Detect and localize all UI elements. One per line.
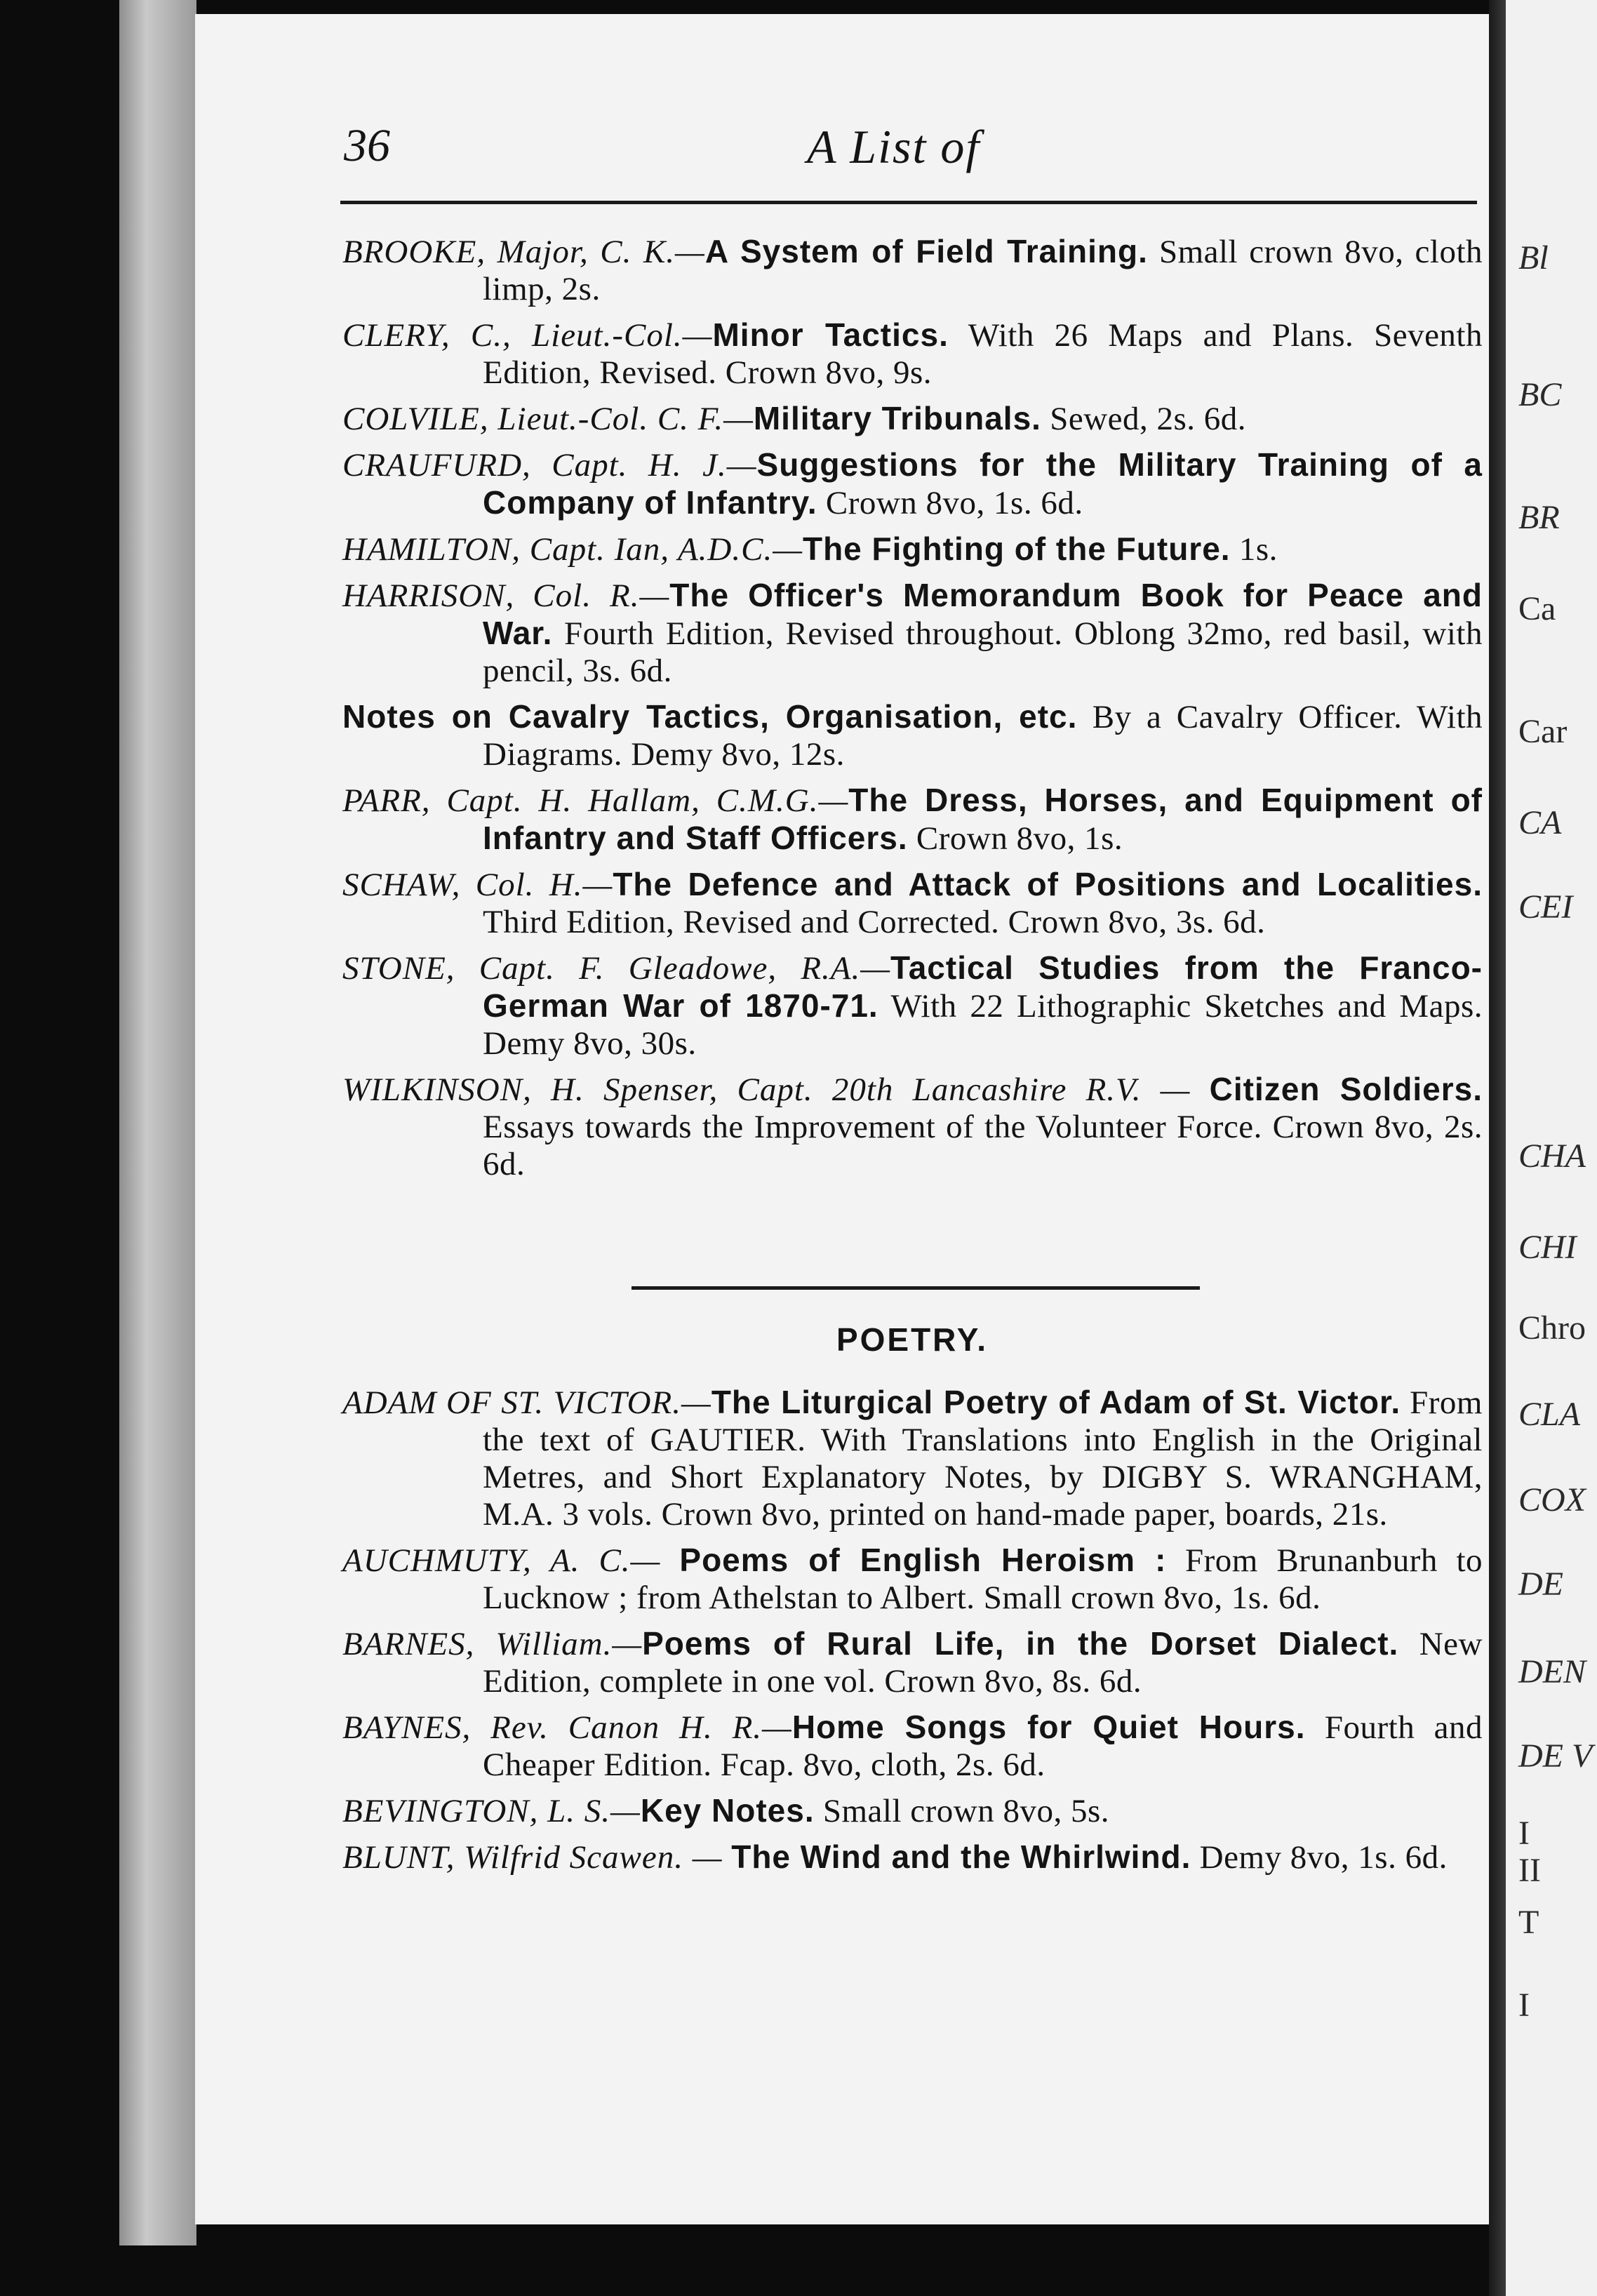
entry-author: BAYNES, Rev. Canon H. R.—	[342, 1709, 792, 1746]
adjacent-page-fragment: CA	[1518, 804, 1562, 841]
entry-author: AUCHMUTY, A. C.—	[342, 1542, 680, 1579]
adjacent-page-fragment: BC	[1518, 376, 1562, 413]
catalog-entry	[342, 782, 1483, 857]
page-number: 36	[344, 120, 390, 171]
entry-description: Crown 8vo, 1s.	[907, 820, 1123, 857]
entry-description: From the text of GAUTIER. With Translations into English in the Original Metres, and Short Explanatory Notes, by DIGBY S. WRANGHAM, M.A. 3 vols. Crown 8vo, printed on hand-made paper, boards, 21s.	[483, 1384, 1483, 1533]
entry-title: The Fighting of the Future.	[802, 530, 1231, 567]
entry-title: Citizen Soldiers.	[1209, 1071, 1483, 1107]
entry-author: PARR, Capt. H. Hallam, C.M.G.—	[342, 782, 849, 819]
entry-author: CLERY, C., Lieut.-Col.—	[342, 317, 713, 354]
entry-title: Notes on Cavalry Tactics, Organisation, etc.	[342, 698, 1078, 735]
adjacent-page-fragment: CLA	[1518, 1396, 1581, 1433]
section-divider	[632, 1286, 1200, 1290]
adjacent-page-fragment: Chro	[1518, 1309, 1586, 1347]
catalog-entry	[342, 530, 1483, 568]
book-spine-edge	[119, 0, 196, 2245]
adjacent-page-fragment: DE	[1518, 1566, 1563, 1603]
catalog-entry	[342, 233, 1483, 308]
catalog-entry	[342, 698, 1483, 773]
catalog-entry	[342, 949, 1483, 1062]
entry-title: Tactical Studies from the Franco-German War of 1870-71.	[483, 949, 1483, 1024]
poetry-section	[342, 1384, 1483, 1885]
entry-description: Crown 8vo, 1s. 6d.	[817, 485, 1083, 521]
book-gutter	[1489, 0, 1506, 2296]
entry-description: Demy 8vo, 1s. 6d.	[1191, 1839, 1448, 1876]
entry-description: With 26 Maps and Plans. Seventh Edition, Revised. Crown 8vo, 9s.	[483, 317, 1483, 391]
entry-description: Fourth and Cheaper Edition. Fcap. 8vo, cloth, 2s. 6d.	[483, 1709, 1483, 1783]
catalog-entry	[342, 446, 1483, 522]
catalog-entry	[342, 400, 1483, 438]
adjacent-page-fragment: CHA	[1518, 1137, 1586, 1175]
entry-author: BLUNT, Wilfrid Scawen. —	[342, 1839, 732, 1876]
entry-author: SCHAW, Col. H.—	[342, 867, 613, 903]
adjacent-page-fragment: I	[1518, 1987, 1530, 2024]
entry-description: 1s.	[1230, 531, 1278, 568]
adjacent-page-fragment: DE V	[1518, 1737, 1593, 1775]
military-section	[342, 233, 1483, 1192]
page-header	[344, 119, 1481, 189]
adjacent-page-fragment: T	[1518, 1904, 1539, 1941]
entry-title: Military Tribunals.	[753, 400, 1041, 436]
entry-title: Key Notes.	[640, 1792, 815, 1829]
running-title: A List of	[807, 120, 981, 173]
entry-description: Fourth Edition, Revised throughout. Oblong 32mo, red basil, with pencil, 3s. 6d.	[483, 615, 1483, 689]
entry-description: Small crown 8vo, 5s.	[814, 1793, 1110, 1829]
entry-description: From Brunanburh to Lucknow ; from Athelstan to Albert. Small crown 8vo, 1s. 6d.	[483, 1542, 1483, 1616]
header-rule	[340, 201, 1477, 204]
entry-title: Home Songs for Quiet Hours.	[791, 1709, 1306, 1745]
adjacent-page-fragment: II	[1518, 1852, 1541, 1889]
entry-title: A System of Field Training.	[704, 233, 1148, 269]
entry-title: Minor Tactics.	[712, 316, 949, 353]
entry-description: Essays towards the Improvement of the Volunteer Force. Crown 8vo, 2s. 6d.	[483, 1109, 1483, 1182]
adjacent-page-fragment: Car	[1518, 713, 1568, 750]
entry-author: STONE, Capt. F. Gleadowe, R.A.—	[342, 950, 891, 987]
entry-description: Third Edition, Revised and Corrected. Crown 8vo, 3s. 6d.	[483, 904, 1266, 940]
entry-title: The Liturgical Poetry of Adam of St. Victor.	[711, 1384, 1401, 1420]
adjacent-page-fragment: Bl	[1518, 239, 1549, 276]
entry-title: Suggestions for the Military Training of a Company of Infantry.	[483, 446, 1483, 521]
entry-author: BARNES, William.—	[342, 1626, 643, 1662]
entry-title: The Defence and Attack of Positions and Localities.	[613, 866, 1483, 902]
adjacent-page-fragment: Ca	[1518, 590, 1556, 627]
adjacent-page-fragment: BR	[1518, 499, 1560, 536]
entry-author: COLVILE, Lieut.-Col. C. F.—	[342, 401, 754, 437]
entry-title: Poems of Rural Life, in the Dorset Dialect.	[642, 1625, 1399, 1662]
entry-title: The Wind and the Whirlwind.	[731, 1838, 1191, 1875]
entry-description: With 22 Lithographic Sketches and Maps. Demy 8vo, 30s.	[483, 988, 1483, 1062]
catalog-entry	[342, 1542, 1483, 1617]
entry-author: CRAUFURD, Capt. H. J.—	[342, 447, 757, 483]
catalog-entry	[342, 1792, 1483, 1830]
catalog-entry	[342, 316, 1483, 392]
catalog-entry	[342, 1071, 1483, 1183]
entry-author: ADAM OF ST. VICTOR.—	[342, 1384, 711, 1421]
adjacent-page-fragment: CEI	[1518, 888, 1573, 926]
section-heading: POETRY.	[836, 1321, 989, 1358]
entry-title: The Dress, Horses, and Equipment of Infantry and Staff Officers.	[483, 782, 1483, 856]
entry-description: Small crown 8vo, cloth limp, 2s.	[483, 234, 1483, 307]
entry-title: Poems of English Heroism :	[679, 1542, 1167, 1578]
catalog-entry	[342, 1838, 1483, 1876]
entry-author: BROOKE, Major, C. K.—	[342, 234, 705, 270]
catalog-entry	[342, 1384, 1483, 1533]
adjacent-page-fragment: DEN	[1518, 1653, 1586, 1690]
catalog-entry	[342, 1709, 1483, 1784]
entry-description: New Edition, complete in one vol. Crown 8vo, 8s. 6d.	[483, 1626, 1483, 1700]
entry-author: HARRISON, Col. R.—	[342, 578, 670, 614]
adjacent-page-edge	[1506, 0, 1597, 2296]
entry-author: HAMILTON, Capt. Ian, A.D.C.—	[342, 531, 803, 568]
entry-author: WILKINSON, H. Spenser, Capt. 20th Lancashire R.V. —	[342, 1072, 1210, 1108]
entry-title: The Officer's Memorandum Book for Peace and War.	[483, 577, 1483, 651]
entry-author: BEVINGTON, L. S.—	[342, 1793, 641, 1829]
catalog-entry	[342, 866, 1483, 941]
catalog-entry	[342, 1625, 1483, 1700]
catalog-entry	[342, 577, 1483, 690]
adjacent-page-fragment: COX	[1518, 1481, 1586, 1519]
adjacent-page-fragment: CHI	[1518, 1229, 1577, 1266]
adjacent-page-fragment: I	[1518, 1815, 1530, 1852]
entry-description: By a Cavalry Officer. With Diagrams. Demy 8vo, 12s.	[483, 699, 1483, 773]
entry-description: Sewed, 2s. 6d.	[1041, 401, 1247, 437]
